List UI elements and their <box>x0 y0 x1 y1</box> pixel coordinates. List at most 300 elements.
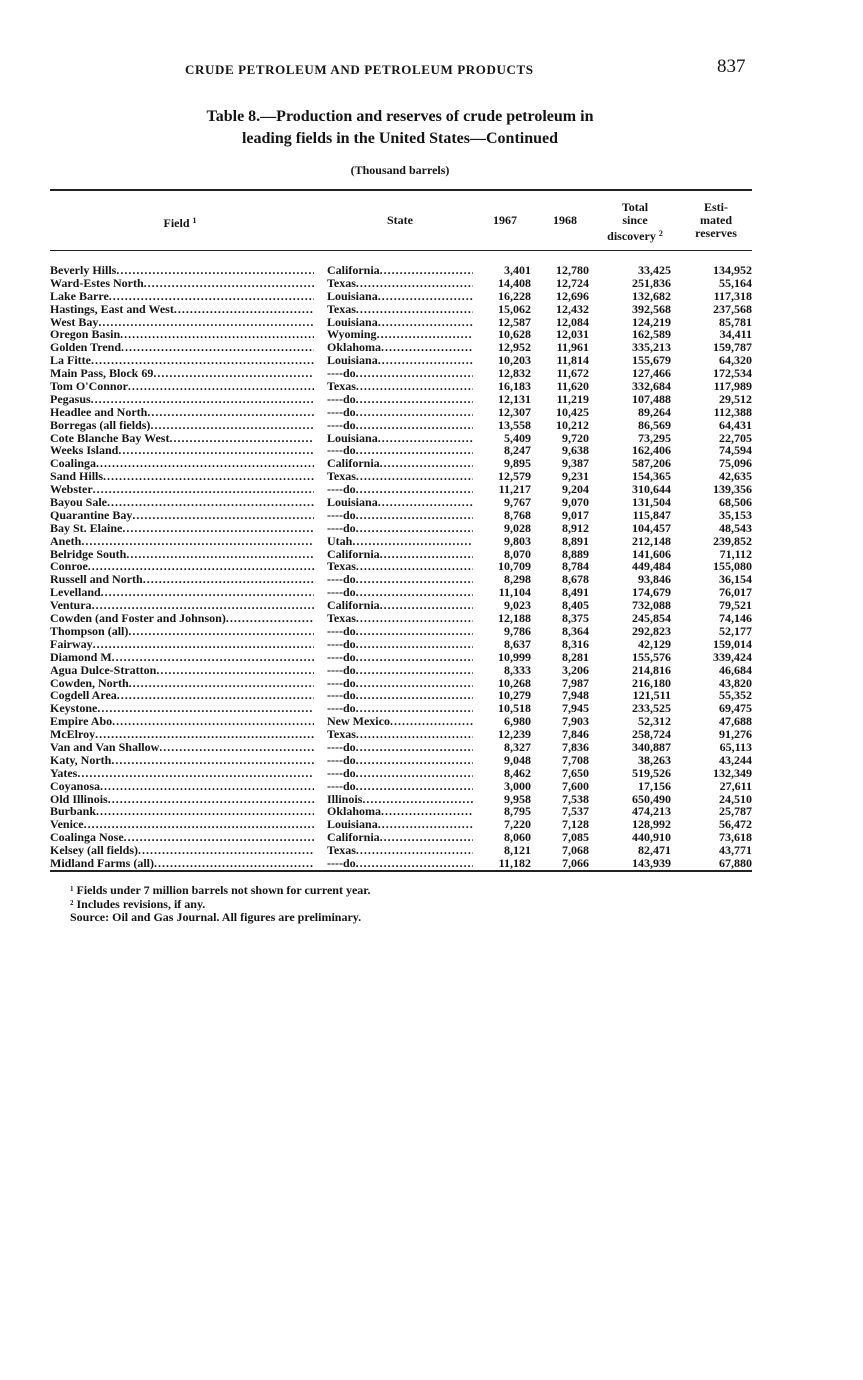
cell-1967: 3,000 <box>504 778 531 793</box>
cell-state: California ..... <box>327 457 473 470</box>
cell-reserves: 25,787 <box>719 804 752 819</box>
cell-reserves: 134,952 <box>713 263 752 277</box>
cell-reserves: 74,594 <box>719 443 752 458</box>
cell-1967: 12,239 <box>498 727 531 742</box>
cell-field: Diamond M ..... <box>50 651 314 664</box>
cell-1968: 12,780 <box>556 263 589 277</box>
cell-total: 292,823 <box>632 623 671 638</box>
cell-state: ----do ..... <box>327 573 473 586</box>
cell-field: Aneth ..... <box>50 535 314 548</box>
cell-state: ----do ..... <box>327 406 473 419</box>
cell-1967: 12,832 <box>498 366 531 381</box>
cell-1967: 10,999 <box>498 649 531 664</box>
cell-1967: 9,767 <box>504 495 531 510</box>
cell-1968: 12,432 <box>556 301 589 316</box>
cell-reserves: 73,618 <box>719 830 752 845</box>
cell-field: Hastings, East and West ..... <box>50 303 314 316</box>
cell-total: 121,511 <box>632 688 671 703</box>
cell-total: 174,679 <box>632 585 671 600</box>
cell-reserves: 68,506 <box>719 495 752 510</box>
cell-state: California ..... <box>327 264 473 277</box>
header-state: State <box>387 213 413 227</box>
cell-total: 115,847 <box>632 507 671 522</box>
cell-1967: 8,060 <box>504 830 531 845</box>
cell-1967: 8,070 <box>504 546 531 561</box>
cell-total: 127,466 <box>632 366 671 381</box>
cell-1968: 7,846 <box>562 727 589 742</box>
cell-1967: 8,298 <box>504 572 531 587</box>
cell-1967: 9,786 <box>504 623 531 638</box>
cell-total: 392,568 <box>632 301 671 316</box>
footnote-1: $^1$ Fields under 7 million barrels not shown for current year. <box>70 883 371 897</box>
table-row <box>0 780 863 793</box>
cell-total: 107,488 <box>632 391 671 406</box>
cell-total: 310,644 <box>632 482 671 497</box>
cell-1967: 8,121 <box>504 843 531 858</box>
cell-reserves: 34,411 <box>719 327 752 342</box>
cell-field: Conroe ..... <box>50 560 314 573</box>
cell-field: Van and Van Shallow ..... <box>50 741 314 754</box>
cell-reserves: 55,352 <box>719 688 752 703</box>
cell-state: ----do ..... <box>327 367 473 380</box>
cell-reserves: 172,534 <box>713 366 752 381</box>
cell-1968: 7,650 <box>562 765 589 780</box>
cell-1967: 10,628 <box>498 327 531 342</box>
cell-1968: 7,538 <box>562 791 589 806</box>
table-title <box>140 106 660 150</box>
cell-state: Louisiana ..... <box>327 354 473 367</box>
header-1968: 1968 <box>553 213 577 227</box>
cell-1968: 7,085 <box>562 830 589 845</box>
cell-reserves: 55,164 <box>719 275 752 290</box>
cell-reserves: 117,989 <box>713 379 752 394</box>
cell-total: 212,148 <box>632 533 671 548</box>
cell-1968: 8,784 <box>562 559 589 574</box>
cell-field: Ward-Estes North ..... <box>50 277 314 290</box>
table-row <box>0 754 863 767</box>
cell-total: 155,576 <box>632 649 671 664</box>
cell-1967: 11,217 <box>498 482 531 497</box>
cell-state: ----do ..... <box>327 638 473 651</box>
cell-1968: 11,219 <box>556 391 589 406</box>
cell-state: ----do ..... <box>327 780 473 793</box>
cell-field: Midland Farms (all) ..... <box>50 857 314 870</box>
cell-1968: 7,948 <box>562 688 589 703</box>
cell-total: 52,312 <box>638 714 671 729</box>
cell-total: 143,939 <box>632 855 671 870</box>
cell-total: 82,471 <box>638 843 671 858</box>
header-field: Field $^1$ <box>163 216 197 230</box>
cell-state: Texas ..... <box>327 380 473 393</box>
cell-state: California ..... <box>327 599 473 612</box>
cell-1968: 7,600 <box>562 778 589 793</box>
cell-1967: 9,895 <box>504 456 531 471</box>
cell-1967: 14,408 <box>498 275 531 290</box>
cell-field: Headlee and North ..... <box>50 406 314 419</box>
cell-total: 474,213 <box>632 804 671 819</box>
cell-state: ----do ..... <box>327 586 473 599</box>
cell-reserves: 24,510 <box>719 791 752 806</box>
cell-reserves: 64,431 <box>719 417 752 432</box>
cell-1968: 7,836 <box>562 739 589 754</box>
cell-state: Louisiana ..... <box>327 432 473 445</box>
cell-reserves: 91,276 <box>719 727 752 742</box>
cell-state: California ..... <box>327 831 473 844</box>
cell-reserves: 48,543 <box>719 520 752 535</box>
cell-field: Quarantine Bay ..... <box>50 509 314 522</box>
table-top-rule <box>50 189 752 191</box>
cell-1968: 11,814 <box>556 353 589 368</box>
cell-total: 519,526 <box>632 765 671 780</box>
cell-state: ----do ..... <box>327 702 473 715</box>
cell-1967: 8,768 <box>504 507 531 522</box>
cell-1968: 7,068 <box>562 843 589 858</box>
table-body <box>0 264 863 870</box>
cell-1968: 9,017 <box>562 507 589 522</box>
cell-1967: 5,409 <box>504 430 531 445</box>
cell-field: Borregas (all fields) ..... <box>50 419 314 432</box>
cell-1968: 8,364 <box>562 623 589 638</box>
cell-1968: 8,405 <box>562 598 589 613</box>
cell-1967: 8,795 <box>504 804 531 819</box>
cell-state: Louisiana ..... <box>327 290 473 303</box>
cell-state: Illinois ..... <box>327 793 473 806</box>
cell-field: Oregon Basin ..... <box>50 328 314 341</box>
cell-1967: 12,188 <box>498 611 531 626</box>
cell-total: 162,406 <box>632 443 671 458</box>
cell-1967: 12,579 <box>498 469 531 484</box>
cell-state: ----do ..... <box>327 625 473 638</box>
cell-1968: 7,128 <box>562 817 589 832</box>
cell-1968: 8,889 <box>562 546 589 561</box>
cell-1968: 8,891 <box>562 533 589 548</box>
cell-total: 154,365 <box>632 469 671 484</box>
cell-total: 93,846 <box>638 572 671 587</box>
cell-reserves: 159,787 <box>713 340 752 355</box>
table-row <box>0 406 863 419</box>
cell-field: Cowden, North ..... <box>50 677 314 690</box>
cell-reserves: 42,635 <box>719 469 752 484</box>
cell-reserves: 65,113 <box>719 739 752 754</box>
cell-state: Texas ..... <box>327 612 473 625</box>
cell-total: 587,206 <box>632 456 671 471</box>
cell-reserves: 47,688 <box>719 714 752 729</box>
cell-state: ----do ..... <box>327 419 473 432</box>
cell-state: Louisiana ..... <box>327 496 473 509</box>
cell-total: 73,295 <box>638 430 671 445</box>
cell-1967: 10,709 <box>498 559 531 574</box>
cell-state: Oklahoma ..... <box>327 341 473 354</box>
source-note: Source: Oil and Gas Journal. All figures are preliminary. <box>70 910 362 924</box>
cell-state: ----do ..... <box>327 393 473 406</box>
cell-field: Levelland ..... <box>50 586 314 599</box>
cell-reserves: 79,521 <box>719 598 752 613</box>
cell-reserves: 69,475 <box>719 701 752 716</box>
cell-1967: 13,558 <box>498 417 531 432</box>
cell-reserves: 74,146 <box>719 611 752 626</box>
cell-reserves: 43,244 <box>719 752 752 767</box>
cell-reserves: 43,771 <box>719 843 752 858</box>
cell-field: Burbank ..... <box>50 805 314 818</box>
cell-state: Texas ..... <box>327 844 473 857</box>
cell-field: Kelsey (all fields) ..... <box>50 844 314 857</box>
table-row <box>0 638 863 651</box>
cell-total: 340,887 <box>632 739 671 754</box>
cell-1967: 9,958 <box>504 791 531 806</box>
table-row <box>0 380 863 393</box>
table-title-line-1: Table 8.—Production and reserves of crude petroleum in <box>206 108 594 125</box>
cell-total: 214,816 <box>632 662 671 677</box>
cell-state: ----do ..... <box>327 651 473 664</box>
cell-reserves: 52,177 <box>719 623 752 638</box>
cell-field: Yates ..... <box>50 767 314 780</box>
cell-reserves: 159,014 <box>713 636 752 651</box>
cell-reserves: 132,349 <box>713 765 752 780</box>
cell-1967: 8,462 <box>504 765 531 780</box>
table-row <box>0 509 863 522</box>
cell-field: McElroy ..... <box>50 728 314 741</box>
cell-field: Fairway ..... <box>50 638 314 651</box>
cell-total: 17,156 <box>638 778 671 793</box>
cell-1967: 9,803 <box>504 533 531 548</box>
cell-reserves: 36,154 <box>719 572 752 587</box>
cell-1968: 9,204 <box>562 482 589 497</box>
cell-field: Russell and North ..... <box>50 573 314 586</box>
cell-field: Bayou Sale ..... <box>50 496 314 509</box>
cell-1967: 10,203 <box>498 353 531 368</box>
cell-field: West Bay ..... <box>50 316 314 329</box>
cell-reserves: 67,880 <box>719 855 752 870</box>
cell-field: La Fitte ..... <box>50 354 314 367</box>
cell-1967: 11,104 <box>498 585 531 600</box>
cell-1968: 7,987 <box>562 675 589 690</box>
cell-state: ----do ..... <box>327 857 473 870</box>
cell-state: New Mexico ..... <box>327 715 473 728</box>
cell-reserves: 75,096 <box>719 456 752 471</box>
cell-state: Texas ..... <box>327 728 473 741</box>
cell-state: Texas ..... <box>327 470 473 483</box>
cell-1967: 6,980 <box>504 714 531 729</box>
cell-state: Texas ..... <box>327 560 473 573</box>
cell-state: Louisiana ..... <box>327 316 473 329</box>
table-row <box>0 612 863 625</box>
cell-1968: 9,720 <box>562 430 589 445</box>
cell-reserves: 35,153 <box>719 507 752 522</box>
cell-reserves: 46,684 <box>719 662 752 677</box>
cell-total: 449,484 <box>632 559 671 574</box>
cell-1967: 10,518 <box>498 701 531 716</box>
cell-1968: 8,281 <box>562 649 589 664</box>
cell-total: 131,504 <box>632 495 671 510</box>
cell-total: 162,589 <box>632 327 671 342</box>
cell-total: 38,263 <box>638 752 671 767</box>
cell-state: Louisiana ..... <box>327 818 473 831</box>
cell-state: ----do ..... <box>327 483 473 496</box>
cell-field: Main Pass, Block 69 ..... <box>50 367 314 380</box>
cell-reserves: 27,611 <box>719 778 752 793</box>
cell-1968: 11,961 <box>556 340 589 355</box>
cell-reserves: 239,852 <box>713 533 752 548</box>
cell-total: 89,264 <box>638 404 671 419</box>
cell-state: ----do ..... <box>327 767 473 780</box>
cell-1967: 12,131 <box>498 391 531 406</box>
header-estimated-reserves: Esti- mated reserves <box>695 200 737 240</box>
table-row <box>0 264 863 277</box>
cell-reserves: 76,017 <box>719 585 752 600</box>
cell-1968: 10,212 <box>556 417 589 432</box>
cell-state: ----do ..... <box>327 509 473 522</box>
cell-reserves: 117,318 <box>713 288 752 303</box>
cell-reserves: 56,472 <box>719 817 752 832</box>
cell-field: Coalinga Nose ..... <box>50 831 314 844</box>
footnote-2: $^2$ Includes revisions, if any. <box>70 897 206 911</box>
table-row <box>0 290 863 303</box>
cell-1967: 11,182 <box>498 855 531 870</box>
cell-1968: 10,425 <box>556 404 589 419</box>
cell-total: 258,724 <box>632 727 671 742</box>
cell-state: ----do ..... <box>327 522 473 535</box>
cell-state: ----do ..... <box>327 677 473 690</box>
cell-field: Cogdell Area ..... <box>50 689 314 702</box>
cell-1968: 9,231 <box>562 469 589 484</box>
cell-field: Coyanosa ..... <box>50 780 314 793</box>
cell-total: 332,684 <box>632 379 671 394</box>
cell-field: Agua Dulce-Stratton ..... <box>50 664 314 677</box>
cell-total: 155,679 <box>632 353 671 368</box>
table-row <box>0 625 863 638</box>
table-bottom-rule <box>50 870 752 872</box>
table-row <box>0 651 863 664</box>
cell-1967: 9,048 <box>504 752 531 767</box>
page-number: 837 <box>717 56 746 77</box>
cell-1967: 15,062 <box>498 301 531 316</box>
cell-reserves: 139,356 <box>713 482 752 497</box>
cell-1968: 8,375 <box>562 611 589 626</box>
cell-total: 245,854 <box>632 611 671 626</box>
table-row <box>0 767 863 780</box>
cell-field: Cowden (and Foster and Johnson) ..... <box>50 612 314 625</box>
cell-field: Old Illinois ..... <box>50 793 314 806</box>
cell-1968: 9,387 <box>562 456 589 471</box>
cell-state: Oklahoma ..... <box>327 805 473 818</box>
cell-field: Belridge South ..... <box>50 548 314 561</box>
cell-1968: 8,491 <box>562 585 589 600</box>
cell-state: Texas ..... <box>327 303 473 316</box>
cell-1967: 9,023 <box>504 598 531 613</box>
cell-field: Tom O'Connor ..... <box>50 380 314 393</box>
cell-reserves: 22,705 <box>719 430 752 445</box>
cell-field: Lake Barre ..... <box>50 290 314 303</box>
cell-field: Cote Blanche Bay West ..... <box>50 432 314 445</box>
header-total-since-discovery: Total since discovery $^2$ <box>607 200 663 243</box>
cell-reserves: 112,388 <box>713 404 752 419</box>
cell-field: Pegasus ..... <box>50 393 314 406</box>
cell-state: Utah ..... <box>327 535 473 548</box>
cell-1967: 12,952 <box>498 340 531 355</box>
cell-reserves: 71,112 <box>719 546 752 561</box>
table-row <box>0 664 863 677</box>
cell-total: 132,682 <box>632 288 671 303</box>
cell-total: 233,525 <box>632 701 671 716</box>
table-row <box>0 393 863 406</box>
table-row <box>0 277 863 290</box>
cell-field: Empire Abo ..... <box>50 715 314 728</box>
cell-1968: 7,066 <box>562 855 589 870</box>
cell-field: Sand Hills ..... <box>50 470 314 483</box>
cell-field: Coalinga ..... <box>50 457 314 470</box>
cell-1968: 12,031 <box>556 327 589 342</box>
cell-total: 732,088 <box>632 598 671 613</box>
cell-1968: 7,708 <box>562 752 589 767</box>
table-row <box>0 857 863 870</box>
table-row <box>0 303 863 316</box>
cell-1967: 8,247 <box>504 443 531 458</box>
cell-reserves: 64,320 <box>719 353 752 368</box>
cell-1967: 3,401 <box>504 263 531 277</box>
cell-reserves: 29,512 <box>719 391 752 406</box>
cell-1968: 7,903 <box>562 714 589 729</box>
cell-field: Golden Trend ..... <box>50 341 314 354</box>
cell-reserves: 85,781 <box>719 314 752 329</box>
cell-state: Texas ..... <box>327 277 473 290</box>
cell-1968: 12,696 <box>556 288 589 303</box>
table-row <box>0 496 863 509</box>
cell-1968: 9,638 <box>562 443 589 458</box>
cell-1968: 9,070 <box>562 495 589 510</box>
cell-1968: 7,537 <box>562 804 589 819</box>
table-row <box>0 419 863 432</box>
cell-total: 42,129 <box>638 636 671 651</box>
cell-1968: 11,620 <box>556 379 589 394</box>
cell-total: 440,910 <box>632 830 671 845</box>
cell-field: Thompson (all) ..... <box>50 625 314 638</box>
cell-total: 104,457 <box>632 520 671 535</box>
unit-note: (Thousand barrels) <box>350 163 450 177</box>
cell-field: Keystone ..... <box>50 702 314 715</box>
cell-1968: 8,678 <box>562 572 589 587</box>
cell-1967: 10,268 <box>498 675 531 690</box>
cell-reserves: 237,568 <box>713 301 752 316</box>
cell-state: ----do ..... <box>327 754 473 767</box>
cell-1968: 12,724 <box>556 275 589 290</box>
cell-state: California ..... <box>327 548 473 561</box>
cell-total: 251,836 <box>632 275 671 290</box>
cell-state: ----do ..... <box>327 444 473 457</box>
cell-total: 650,490 <box>632 791 671 806</box>
table-row <box>0 522 863 535</box>
cell-state: ----do ..... <box>327 689 473 702</box>
cell-1968: 12,084 <box>556 314 589 329</box>
cell-1968: 7,945 <box>562 701 589 716</box>
cell-state: Wyoming ..... <box>327 328 473 341</box>
cell-state: ----do ..... <box>327 664 473 677</box>
cell-1967: 12,587 <box>498 314 531 329</box>
cell-state: ----do ..... <box>327 741 473 754</box>
cell-field: Katy, North ..... <box>50 754 314 767</box>
cell-1968: 3,206 <box>562 662 589 677</box>
cell-field: Bay St. Elaine ..... <box>50 522 314 535</box>
cell-total: 33,425 <box>638 263 671 277</box>
table-row <box>0 535 863 548</box>
cell-field: Ventura ..... <box>50 599 314 612</box>
cell-field: Venice ..... <box>50 818 314 831</box>
header-rule <box>50 250 752 251</box>
cell-1967: 16,228 <box>498 288 531 303</box>
cell-total: 128,992 <box>632 817 671 832</box>
cell-field: Beverly Hills ..... <box>50 264 314 277</box>
cell-reserves: 339,424 <box>713 649 752 664</box>
cell-1967: 8,327 <box>504 739 531 754</box>
